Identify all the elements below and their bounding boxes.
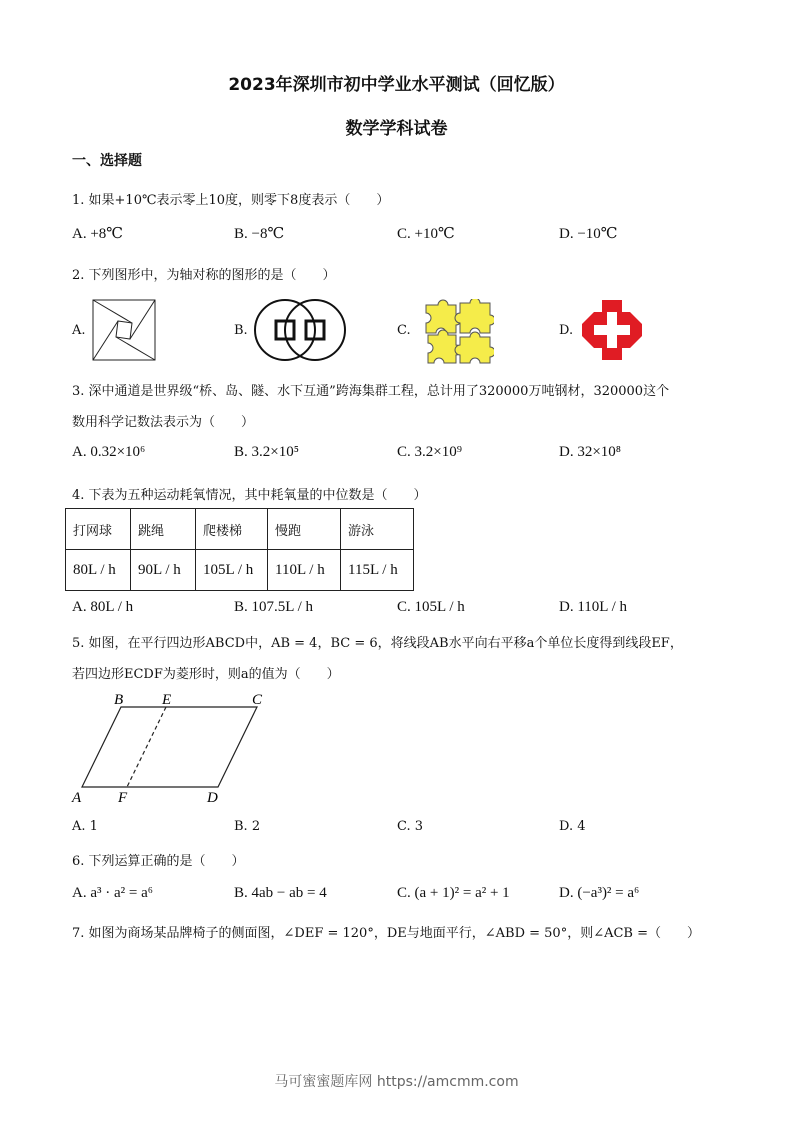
table-header-cell: 游泳 bbox=[341, 509, 414, 550]
table-header-cell: 打网球 bbox=[66, 509, 131, 550]
vertex-label-a: A bbox=[72, 790, 82, 805]
q5-option-a[interactable]: A. 1 bbox=[72, 819, 98, 834]
q3-option-c[interactable]: C. 3.2×10⁹ bbox=[397, 444, 462, 460]
q2-option-b[interactable]: B. bbox=[234, 323, 248, 338]
puzzle-pieces-figure bbox=[422, 299, 494, 365]
table-cell: 80L / h bbox=[66, 550, 131, 591]
q4-option-c[interactable]: C. 105L / h bbox=[397, 599, 465, 615]
table-cell: 90L / h bbox=[131, 550, 196, 591]
q1-option-c[interactable]: C. +10℃ bbox=[397, 226, 455, 242]
vertex-label-f: F bbox=[118, 790, 128, 805]
coins-figure bbox=[252, 298, 348, 362]
table-header-cell: 慢跑 bbox=[268, 509, 341, 550]
q2-option-d[interactable]: D. bbox=[559, 323, 574, 338]
question-5-stem-line1: 5. 如图，在平行四边形ABCD中，AB = 4，BC = 6，将线段AB水平向右平移a个单位长度得到线段EF， bbox=[72, 636, 683, 651]
q6-option-d[interactable]: D. (−a³)² = a⁶ bbox=[559, 885, 640, 901]
page-title: 2023年深圳市初中学业水平测试（回忆版） bbox=[228, 75, 565, 95]
q5-option-d[interactable]: D. 4 bbox=[559, 819, 586, 834]
q6-option-c[interactable]: C. (a + 1)² = a² + 1 bbox=[397, 885, 510, 901]
q5-option-c[interactable]: C. 3 bbox=[397, 819, 424, 834]
section-heading: 一、选择题 bbox=[72, 153, 142, 169]
q5-option-b[interactable]: B. 2 bbox=[234, 819, 261, 834]
vertex-label-d: D bbox=[207, 790, 218, 805]
table-cell: 115L / h bbox=[341, 550, 414, 591]
vertex-label-e: E bbox=[162, 692, 172, 708]
question-4-stem: 4. 下表为五种运动耗氧情况，其中耗氧量的中位数是（ ） bbox=[72, 488, 427, 503]
question-6-stem: 6. 下列运算正确的是（ ） bbox=[72, 854, 245, 869]
question-2-stem: 2. 下列图形中，为轴对称的图形的是（ ） bbox=[72, 268, 336, 283]
question-1-stem: 1. 如果+10℃表示零上10度，则零下8度表示（ ） bbox=[72, 193, 390, 208]
q3-option-b[interactable]: B. 3.2×10⁵ bbox=[234, 444, 299, 460]
q6-option-a[interactable]: A. a³ · a² = a⁶ bbox=[72, 885, 153, 901]
question-7-stem: 7. 如图为商场某品牌椅子的侧面图，∠DEF = 120°，DE与地面平行，∠ABD = 50°，则∠ACB =（ ） bbox=[72, 926, 701, 941]
q1-option-b[interactable]: B. −8℃ bbox=[234, 226, 285, 242]
q1-option-d[interactable]: D. −10℃ bbox=[559, 226, 618, 242]
q2-option-a[interactable]: A. bbox=[72, 323, 86, 338]
q4-option-b[interactable]: B. 107.5L / h bbox=[234, 599, 314, 615]
table-header-cell: 跳绳 bbox=[131, 509, 196, 550]
vertex-label-c: C bbox=[252, 692, 263, 708]
table-header-cell: 爬楼梯 bbox=[196, 509, 268, 550]
red-cross-figure bbox=[580, 298, 644, 362]
parallelogram-abcd-figure bbox=[70, 690, 270, 805]
table-cell: 105L / h bbox=[196, 550, 268, 591]
page-subtitle: 数学学科试卷 bbox=[345, 119, 448, 139]
q3-option-a[interactable]: A. 0.32×10⁶ bbox=[72, 444, 146, 460]
q3-option-d[interactable]: D. 32×10⁸ bbox=[559, 444, 622, 460]
q4-option-a[interactable]: A. 80L / h bbox=[72, 599, 134, 615]
q6-option-b[interactable]: B. 4ab − ab = 4 bbox=[234, 885, 327, 901]
table-header-row bbox=[66, 509, 414, 550]
table-row bbox=[66, 550, 414, 591]
question-3-stem-line2: 数用科学记数法表示为（ ） bbox=[72, 415, 255, 430]
footer-watermark: 马可蜜蜜题库网 https://amcmm.com bbox=[274, 1074, 519, 1090]
question-3-stem-line1: 3. 深中通道是世界级“桥、岛、隧、水下互通”跨海集群工程，总计用了320000万吨钢材，320000这个 bbox=[72, 384, 670, 399]
oxygen-consumption-table bbox=[65, 508, 414, 591]
vertex-label-b: B bbox=[114, 692, 124, 708]
table-cell: 110L / h bbox=[268, 550, 341, 591]
pinwheel-square-figure bbox=[92, 299, 156, 361]
question-5-stem-line2: 若四边形ECDF为菱形时，则a的值为（ ） bbox=[72, 667, 340, 682]
q1-option-a[interactable]: A. +8℃ bbox=[72, 226, 124, 242]
q2-option-c[interactable]: C. bbox=[397, 323, 411, 338]
q4-option-d[interactable]: D. 110L / h bbox=[559, 599, 628, 615]
